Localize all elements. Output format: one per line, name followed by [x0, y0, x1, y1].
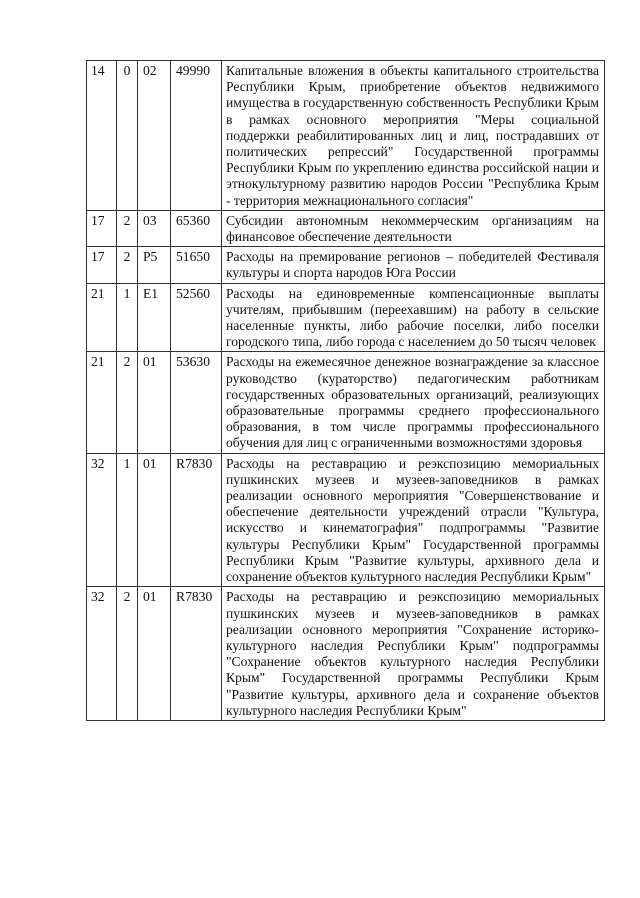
description-cell: Расходы на реставрацию и реэкспозицию мемориальных пушкинских музеев и музеев-заповедников в рамках реализации основного мероприятия "Сохранение историко-культурного наследия Республики Крым" подпрограммы "Сохранение объектов культурного наследия Республики Крым" Государственной программы Республики Крым "Развитие культуры, архивного дела и сохранение объектов культурного наследия Республики Крым": [222, 587, 605, 721]
code-cell-2: 2: [117, 247, 138, 283]
code-cell-1: 32: [87, 453, 117, 587]
table-row: [87, 283, 605, 352]
description-cell: Субсидии автономным некоммерческим организациям на финансовое обеспечение деятельности: [222, 210, 605, 246]
table-row: [87, 587, 605, 721]
code-cell-3: 01: [138, 453, 171, 587]
code-cell-4: R7830: [171, 453, 222, 587]
table-row: [87, 453, 605, 587]
code-cell-3: 03: [138, 210, 171, 246]
table-body: [87, 61, 605, 721]
code-cell-4: 52560: [171, 283, 222, 352]
code-cell-3: 02: [138, 61, 171, 211]
budget-codes-table: [86, 60, 605, 721]
code-cell-3: 01: [138, 587, 171, 721]
code-cell-1: 21: [87, 352, 117, 453]
code-cell-2: 1: [117, 453, 138, 587]
description-cell: Расходы на премирование регионов – победителей Фестиваля культуры и спорта народов Юга России: [222, 247, 605, 283]
code-cell-3: E1: [138, 283, 171, 352]
code-cell-1: 21: [87, 283, 117, 352]
code-cell-1: 17: [87, 210, 117, 246]
code-cell-4: 53630: [171, 352, 222, 453]
code-cell-2: 2: [117, 587, 138, 721]
description-cell: Капитальные вложения в объекты капитального строительства Республики Крым, приобретение объектов недвижимого имущества в государственную собственность Республики Крым в рамках основного мероприятия "Меры социальной поддержки реабилитированных лиц и лиц, пострадавших от политических репрессий" Государственной программы Республики Крым по укреплению единства российской нации и этнокультурному развитию народов России "Республика Крым - территория межнационального согласия": [222, 61, 605, 211]
code-cell-2: 2: [117, 352, 138, 453]
code-cell-1: 17: [87, 247, 117, 283]
table-row: [87, 352, 605, 453]
code-cell-4: 51650: [171, 247, 222, 283]
code-cell-4: 49990: [171, 61, 222, 211]
code-cell-3: P5: [138, 247, 171, 283]
description-cell: Расходы на единовременные компенсационные выплаты учителям, прибывшим (переехавшим) на работу в сельские населенные пункты, либо рабочие поселки, либо поселки городского типа, либо города с населением до 50 тысяч человек: [222, 283, 605, 352]
description-cell: Расходы на ежемесячное денежное вознаграждение за классное руководство (кураторство) педагогическим работникам государственных образовательных организаций, реализующих образовательные программы среднего профессионального образования, в том числе программы профессионального обучения для лиц с ограниченными возможностями здоровья: [222, 352, 605, 453]
code-cell-2: 2: [117, 210, 138, 246]
code-cell-4: 65360: [171, 210, 222, 246]
code-cell-4: R7830: [171, 587, 222, 721]
code-cell-3: 01: [138, 352, 171, 453]
code-cell-1: 14: [87, 61, 117, 211]
table-row: [87, 247, 605, 283]
description-cell: Расходы на реставрацию и реэкспозицию мемориальных пушкинских музеев и музеев-заповедников в рамках реализации основного мероприятия "Совершенствование и обеспечение деятельности учреждений отрасли "Культура, искусство и кинематография" подпрограммы "Развитие культуры Республики Крым" Государственной программы Республики Крым "Развитие культуры, архивного дела и сохранение объектов культурного наследия Республики Крым": [222, 453, 605, 587]
table-row: [87, 61, 605, 211]
table-row: [87, 210, 605, 246]
code-cell-1: 32: [87, 587, 117, 721]
code-cell-2: 0: [117, 61, 138, 211]
code-cell-2: 1: [117, 283, 138, 352]
